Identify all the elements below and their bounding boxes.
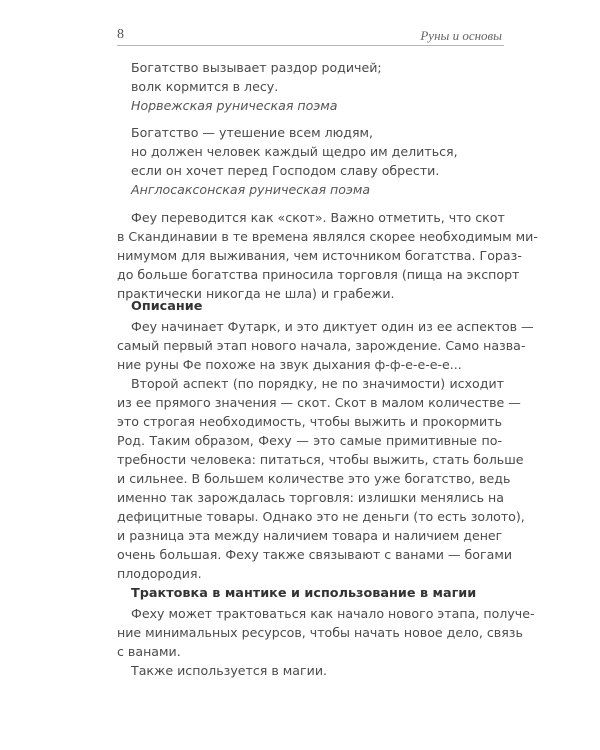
body-line: дефицитные товары. Однако это не деньги (то есть золото), (117, 509, 525, 524)
body-line: нимумом для выживания, чем источником богатства. Гораз- (117, 248, 522, 263)
body-line: именно так зарождалась торговля: излишки менялись на (117, 490, 504, 505)
body-line: Второй аспект (по порядку, не по значимости) исходит (131, 376, 504, 391)
body-line: в Скандинавии в те времена являлся скорее необходимым ми- (117, 229, 538, 244)
body-line: из ее прямого значения — скот. Скот в малом количестве — (117, 395, 521, 410)
section-heading-description: Описание (131, 299, 203, 314)
page-number: 8 (117, 27, 124, 42)
body-line: с ванами. (117, 644, 181, 659)
body-line: Также используется в магии. (131, 663, 328, 678)
body-line: Феу переводится как «скот». Важно отметить, что скот (131, 210, 505, 225)
body-line: Феу начинает Футарк, и это диктует один из ее аспектов — (131, 319, 534, 334)
body-line: Род. Таким образом, Феху — это самые примитивные по- (117, 433, 502, 448)
body-line: требности человека: питаться, чтобы выжить, стать больше (117, 452, 524, 467)
body-line: до больше богатства приносила торговля (пища на экспорт (117, 267, 520, 282)
body-line: и разница эта между наличием товара и наличием денег (117, 528, 503, 543)
epigraph-line: но должен человек каждый щедро им делиться, (131, 144, 458, 159)
body-line: ние руны Фе похоже на звук дыхания ф-ф-е-е-е-е... (117, 357, 462, 372)
epigraph-line: Богатство — утешение всем людям, (131, 125, 374, 140)
epigraph-line: Богатство вызывает раздор родичей; (131, 60, 382, 75)
body-line: плодородия. (117, 566, 202, 581)
epigraph-line: если он хочет перед Господом славу обрести. (131, 163, 440, 178)
epigraph-source: Англосаксонская руническая поэма (131, 182, 371, 197)
body-line: очень большая. Феху также связывают с ванами — богами (117, 547, 513, 562)
body-line: Феху может трактоваться как начало нового этапа, получе- (131, 606, 535, 621)
body-line: и сильнее. В большем количестве это уже богатство, ведь (117, 471, 511, 486)
body-line: практически никогда не шла) и грабежи. (117, 286, 395, 301)
running-title: Руны и основы (420, 28, 502, 43)
body-line: самый первый этап нового начала, зарождение. Само назва- (117, 338, 526, 353)
page-header (117, 27, 504, 46)
section-heading-mantic: Трактовка в мантике и использование в магии (131, 586, 477, 601)
body-line: это строгая необходимость, чтобы выжить и прокормить (117, 414, 502, 429)
epigraph-source: Норвежская руническая поэма (131, 98, 338, 113)
body-line: ние минимальных ресурсов, чтобы начать новое дело, связь (117, 625, 523, 640)
epigraph-line: волк кормится в лесу. (131, 79, 279, 94)
